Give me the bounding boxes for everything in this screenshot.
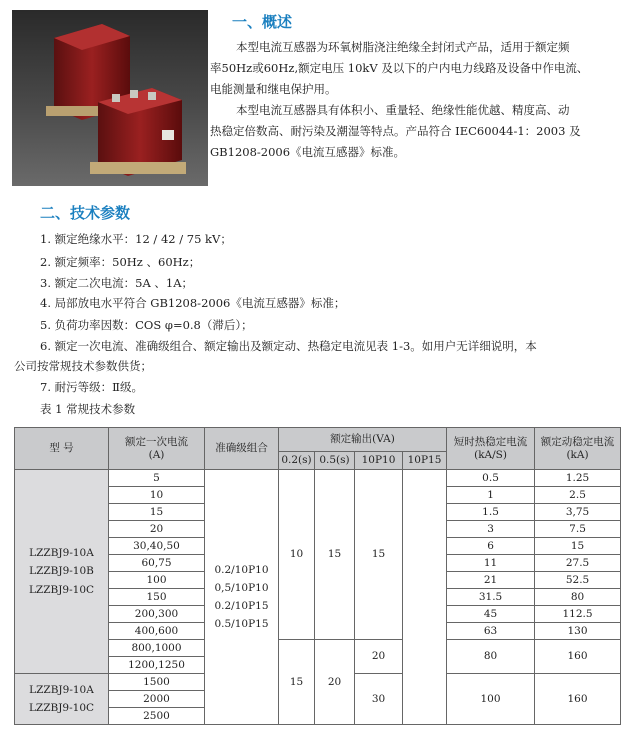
thermal-cell: 1.5: [447, 504, 535, 521]
output-a-05s: 15: [315, 470, 355, 640]
table-caption: 表 1 常规技术参数: [40, 402, 136, 416]
current-cell: 1200,1250: [109, 657, 205, 674]
section1-title: 一、概述: [232, 13, 293, 31]
spec-item-5: 5. 负荷功率因数：COS φ=0.8（滞后）；: [40, 318, 253, 332]
dynamic-cell: 52.5: [535, 572, 621, 589]
header-dynamic: 额定动稳定电流 (kA): [535, 428, 621, 470]
current-cell: 60,75: [109, 555, 205, 572]
current-cell: 1500: [109, 674, 205, 691]
current-cell: 200,300: [109, 606, 205, 623]
header-thermal: 短时热稳定电流 (kA/S): [447, 428, 535, 470]
para2-line3: GB1208-2006《电流互感器》标准。: [210, 145, 406, 159]
current-cell: 20: [109, 521, 205, 538]
current-cell: 30,40,50: [109, 538, 205, 555]
spec-item-4: 4. 局部放电水平符合 GB1208-2006《电流互感器》标准；: [40, 296, 346, 310]
header-model: 型 号: [15, 428, 109, 470]
spec-item-2: 2. 额定频率：50Hz 、60Hz；: [40, 255, 201, 269]
current-cell: 2500: [109, 708, 205, 725]
accuracy-combos: 0.2/10P10 0,5/10P10 0.2/10P15 0.5/10P15: [205, 470, 279, 725]
thermal-cell: 6: [447, 538, 535, 555]
current-cell: 100: [109, 572, 205, 589]
dynamic-cell: 112.5: [535, 606, 621, 623]
section2-title: 二、技术参数: [40, 204, 131, 222]
header-out-05s: 0.5(s): [315, 452, 355, 470]
para2-line1: 本型电流互感器具有体积小、重量轻、绝缘性能优越、精度高、动: [236, 103, 570, 117]
model-group-1: LZZBJ9-10A LZZBJ9-10B LZZBJ9-10C: [15, 470, 109, 674]
spec-item-6-cont: 公司按常规技术参数供货；: [14, 359, 152, 373]
transformer-image: [12, 10, 208, 186]
header-primary-current: 额定一次电流 (A): [109, 428, 205, 470]
dynamic-cell: 130: [535, 623, 621, 640]
dynamic-cell: 27.5: [535, 555, 621, 572]
dynamic-cell: 15: [535, 538, 621, 555]
header-accuracy: 准确级组合: [205, 428, 279, 470]
header-output: 额定输出(VA): [279, 428, 447, 452]
thermal-cell: 21: [447, 572, 535, 589]
output-b-10p10-2: 30: [355, 674, 403, 725]
output-a-10p10: 15: [355, 470, 403, 640]
spec-item-3: 3. 额定二次电流：5A 、1A；: [40, 276, 194, 290]
output-10p15-empty: [403, 470, 447, 725]
current-cell: 400,600: [109, 623, 205, 640]
current-cell: 15: [109, 504, 205, 521]
thermal-cell: 31.5: [447, 589, 535, 606]
thermal-cell: 0.5: [447, 470, 535, 487]
header-out-02s: 0.2(s): [279, 452, 315, 470]
spec-item-1: 1. 额定绝缘水平：12 / 42 / 75 kV；: [40, 232, 232, 246]
thermal-cell: 63: [447, 623, 535, 640]
output-b-10p10-1: 20: [355, 640, 403, 674]
thermal-cell: 80: [447, 640, 535, 674]
para2-line2: 热稳定倍数高、耐污染及潮湿等特点。产品符合 IEC60044-1：2003 及: [210, 124, 581, 138]
dynamic-cell: 1.25: [535, 470, 621, 487]
model-group-2: LZZBJ9-10A LZZBJ9-10C: [15, 674, 109, 725]
dynamic-cell: 80: [535, 589, 621, 606]
para1-line1: 本型电流互感器为环氧树脂浇注绝缘全封闭式产品，适用于额定频: [236, 40, 570, 54]
current-cell: 10: [109, 487, 205, 504]
spec-item-6: 6. 额定一次电流、准确级组合、额定输出及额定动、热稳定电流见表 1-3。如用户无详细说明，本: [40, 339, 537, 353]
para1-line3: 电能测量和继电保护用。: [210, 82, 337, 96]
thermal-cell: 45: [447, 606, 535, 623]
dynamic-cell: 160: [535, 640, 621, 674]
para1-line2: 率50Hz或60Hz,额定电压 10kV 及以下的户内电力线路及设备中作电流、: [210, 61, 589, 75]
spec-item-7: 7. 耐污等级：Ⅱ级。: [40, 380, 143, 394]
thermal-cell: 100: [447, 674, 535, 725]
dynamic-cell: 160: [535, 674, 621, 725]
header-out-10p15: 10P15: [403, 452, 447, 470]
dynamic-cell: 7.5: [535, 521, 621, 538]
dynamic-cell: 2.5: [535, 487, 621, 504]
output-b-05s: 20: [315, 640, 355, 725]
current-cell: 2000: [109, 691, 205, 708]
thermal-cell: 3: [447, 521, 535, 538]
output-b-02s: 15: [279, 640, 315, 725]
current-cell: 5: [109, 470, 205, 487]
dynamic-cell: 3,75: [535, 504, 621, 521]
thermal-cell: 1: [447, 487, 535, 504]
thermal-cell: 11: [447, 555, 535, 572]
output-a-02s: 10: [279, 470, 315, 640]
product-photo: [12, 10, 208, 186]
header-out-10p10: 10P10: [355, 452, 403, 470]
current-cell: 800,1000: [109, 640, 205, 657]
current-cell: 150: [109, 589, 205, 606]
spec-table: [14, 427, 621, 725]
